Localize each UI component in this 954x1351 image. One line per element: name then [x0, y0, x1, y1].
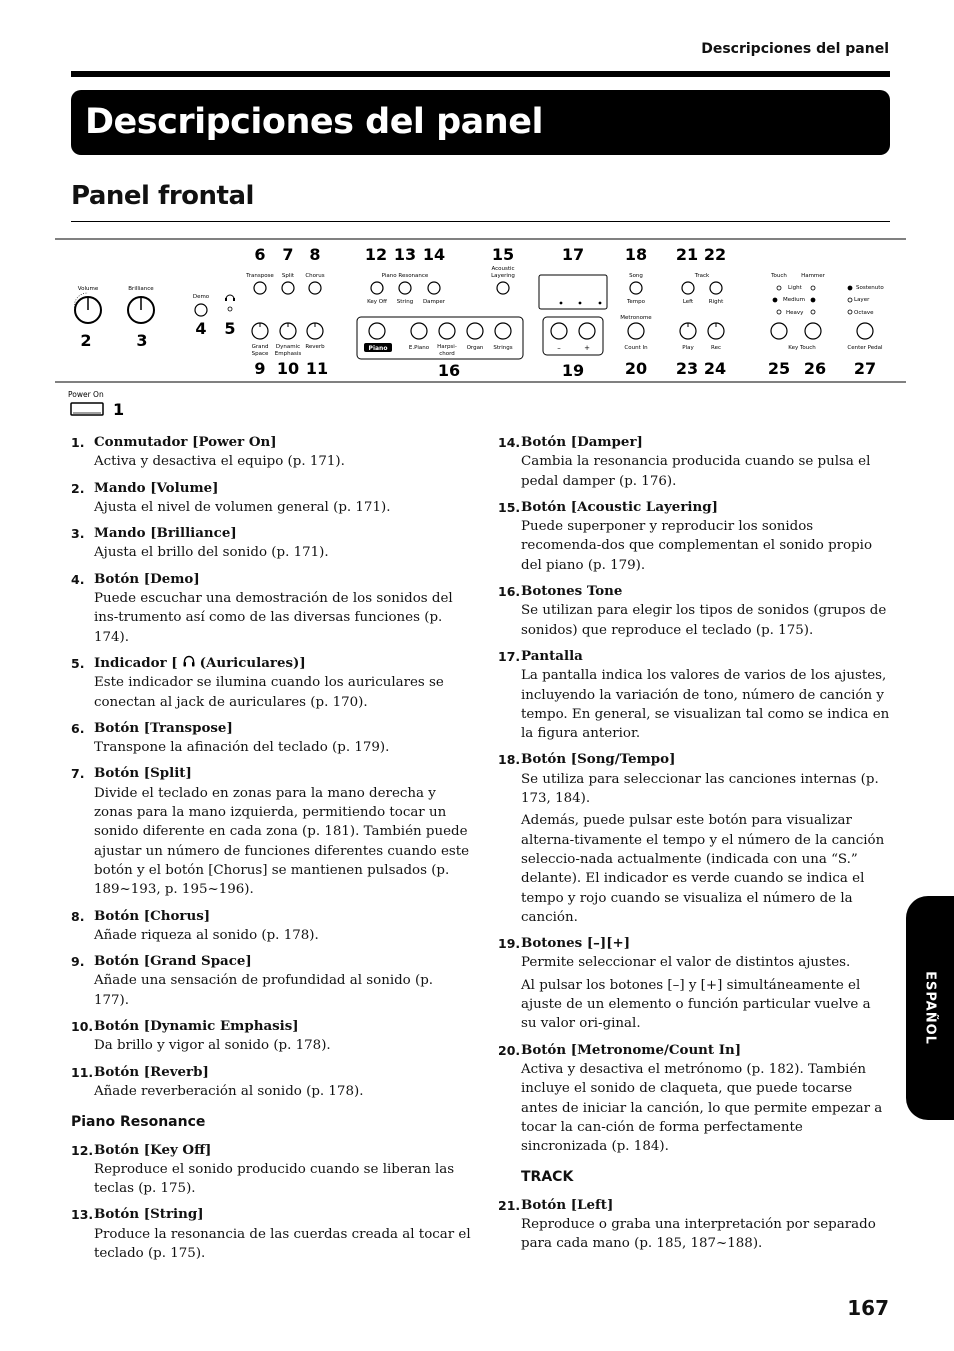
- hammer-button: [805, 323, 821, 339]
- callout-5: 5: [224, 319, 236, 338]
- item-description: Al pulsar los botones [–] y [+] simultáneamente el ajuste de un elemento o función particular vuelve a su valor ori-ginal.: [521, 977, 871, 1032]
- item-description: Divide el teclado en zonas para la mano derecha y zonas para la mano izquierda, permitiendo tocar un sonido diferente en cada zona (p. 181). También puede ajustar un número de funciones diferentes cuando este botón y el botón [Chorus] se mantienen pulsados (p. 189~193, p. 195~196).: [94, 785, 470, 898]
- tone-organ-button: [467, 323, 483, 339]
- item-number: 21.: [498, 1197, 521, 1213]
- item-number: 2.: [71, 480, 85, 496]
- label-transpose: Transpose: [246, 273, 274, 279]
- key-touch-button: [771, 323, 787, 339]
- item-title: Botón [Demo]: [94, 570, 200, 587]
- label-damper: Damper: [422, 299, 446, 305]
- item-number: 19.: [498, 936, 521, 952]
- label-right: Right: [708, 299, 724, 305]
- callout-4: 4: [195, 319, 207, 338]
- callout-13: 13: [393, 245, 417, 264]
- list-item: [71, 1063, 471, 1102]
- item-title: Botón [Chorus]: [94, 907, 211, 924]
- item-description: Añade reverberación al sonido (p. 178).: [94, 1083, 364, 1099]
- callout-11: 11: [305, 359, 329, 378]
- label-layer: Layer: [854, 297, 870, 303]
- item-number: 6.: [71, 720, 85, 736]
- page-title: Descripciones del panel: [85, 102, 543, 142]
- list-item: [71, 952, 471, 1010]
- track-left-button: [682, 282, 694, 294]
- label-string: String: [396, 299, 414, 305]
- item-title: Mando [Brilliance]: [94, 525, 237, 542]
- list-item: [71, 764, 471, 899]
- item-title: Botón [Dynamic Emphasis]: [94, 1018, 299, 1035]
- list-item: [71, 524, 471, 563]
- chorus-button: [309, 282, 321, 294]
- item-description: Transpone la afinación del teclado (p. 179).: [94, 740, 390, 756]
- callout-15: 15: [491, 245, 515, 264]
- item-title: Botones [–][+]: [521, 935, 631, 952]
- item-description: Puede superponer y reproducir los sonidos recomenda-dos que complementan el sonido propio del piano (p. 179).: [521, 519, 873, 573]
- item-description: Reproduce el sonido producido cuando se liberan las teclas (p. 175).: [94, 1161, 455, 1197]
- item-title-start: Indicador [: [94, 654, 178, 671]
- label-piano: Piano: [368, 345, 388, 352]
- section-title: Panel frontal: [71, 181, 254, 211]
- item-title: Conmutador [Power On]: [94, 434, 277, 450]
- label-tempo: Tempo: [626, 299, 646, 305]
- power-switch-diagram: [68, 389, 148, 421]
- item-title: Botón [Metronome/Count In]: [521, 1041, 742, 1058]
- tone-harpsichord-button: [439, 323, 455, 339]
- transpose-button: [254, 282, 266, 294]
- item-description: Reproduce o graba una interpretación por separado para cada mano (p. 185, 187~188).: [521, 1216, 876, 1252]
- item-number: 17.: [498, 648, 521, 664]
- callout-10: 10: [276, 359, 300, 378]
- item-description: Produce la resonancia de las cuerdas creada al tocar el teclado (p. 175).: [94, 1226, 471, 1261]
- headphones-icon: [182, 654, 196, 668]
- acoustic-layering-button: [497, 282, 509, 294]
- metronome-button: [628, 323, 644, 339]
- item-description: Este indicador se ilumina cuando los auriculares se conectan al jack de auriculares (p. 170).: [94, 675, 444, 710]
- label-count-in: Count In: [624, 345, 648, 351]
- key-off-button: [371, 282, 383, 294]
- label-dynamic: Dynamic: [275, 344, 301, 350]
- label-rec: Rec: [711, 345, 721, 351]
- callout-24: 24: [703, 359, 727, 378]
- item-number: 9.: [71, 954, 85, 970]
- list-item: [71, 1205, 471, 1263]
- label-layering: Layering: [491, 273, 515, 279]
- top-rule: [71, 71, 890, 77]
- minus-button: [551, 323, 567, 339]
- list-item: [71, 1141, 471, 1199]
- item-number: 14.: [498, 435, 521, 450]
- callout-17: 17: [561, 245, 585, 264]
- item-title: Botón [Split]: [94, 765, 192, 782]
- label-play: Play: [682, 345, 694, 351]
- label-key-off: Key Off: [367, 299, 387, 305]
- item-description: Activa y desactiva el metrónomo (p. 182). También incluye el sonido de claqueta, que puede tocarse antes de iniciar la canción, lo que permite empezar a tocar la can-ción de forma perfectamente sincronizada (p. 184).: [521, 1061, 883, 1155]
- list-item: [498, 433, 890, 491]
- callout-6: 6: [254, 245, 266, 264]
- item-number: 18.: [498, 752, 521, 768]
- headphones-icon: [225, 295, 235, 301]
- label-song: Song: [629, 273, 643, 279]
- list-item: [498, 1041, 890, 1157]
- front-panel-diagram: [55, 238, 906, 384]
- label-volume: Volume: [77, 286, 99, 292]
- display-screen: [539, 275, 607, 309]
- label-metronome: Metronome: [620, 315, 652, 321]
- label-emphasis: Emphasis: [274, 351, 302, 357]
- item-number: 15.: [498, 499, 521, 515]
- subheading-track: TRACK: [521, 1169, 574, 1186]
- callout-20: 20: [624, 359, 648, 378]
- label-light: Light: [788, 285, 802, 291]
- item-number: 16.: [498, 584, 521, 600]
- item-title: Botón [Key Off]: [94, 1141, 212, 1158]
- left-item-list-b: [71, 1141, 471, 1264]
- item-number: 5.: [71, 655, 85, 671]
- item-number: 7.: [71, 766, 85, 782]
- list-item: [71, 433, 471, 472]
- label-demo: Demo: [192, 294, 210, 300]
- label-touch: Touch: [771, 273, 787, 279]
- item-title: Botón [Acoustic Layering]: [521, 498, 718, 515]
- center-pedal-button: [857, 323, 873, 339]
- item-title: Botón [Reverb]: [94, 1063, 209, 1080]
- label-harpsi: Harpsi-: [437, 344, 457, 350]
- right-item-list: [498, 433, 890, 1156]
- value-button-group: [543, 317, 603, 355]
- tone-piano-button: [369, 323, 385, 339]
- label-plus: +: [584, 344, 590, 352]
- volume-knob: [74, 293, 101, 323]
- item-description: Se utilizan para elegir los tipos de sonidos (grupos de sonidos) que reproduce el teclado (p. 175).: [521, 603, 887, 638]
- label-acoustic: Acoustic: [491, 266, 515, 272]
- item-number: 13.: [71, 1207, 94, 1223]
- callout-3: 3: [136, 331, 148, 350]
- callout-9: 9: [254, 359, 266, 378]
- left-column: [71, 433, 471, 1270]
- callout-27: 27: [853, 359, 877, 378]
- label-reverb: Reverb: [305, 344, 325, 350]
- language-tab: [906, 896, 954, 1120]
- item-title: [94, 654, 471, 673]
- section-rule: [71, 221, 890, 222]
- item-title: Botón [Transpose]: [94, 719, 233, 736]
- label-power-on: Power On: [68, 390, 104, 399]
- damper-button: [428, 282, 440, 294]
- list-item: [71, 719, 471, 758]
- right-column: [498, 433, 890, 1261]
- item-title: Botón [String]: [94, 1206, 204, 1223]
- item-description: Da brillo y vigor al sonido (p. 178).: [94, 1038, 331, 1054]
- callout-8: 8: [309, 245, 321, 264]
- plus-button: [579, 323, 595, 339]
- callout-2: 2: [80, 331, 92, 350]
- item-title: Botón [Damper]: [521, 434, 643, 450]
- list-item: [498, 934, 890, 1033]
- label-grand: Grand: [251, 344, 269, 350]
- item-title: Botón [Song/Tempo]: [521, 751, 676, 768]
- callout-7: 7: [282, 245, 294, 264]
- item-title: Botón [Grand Space]: [94, 953, 252, 970]
- subheading-piano-resonance: Piano Resonance: [71, 1114, 206, 1131]
- list-item: [71, 1017, 471, 1056]
- list-item: [498, 750, 890, 927]
- label-left: Left: [682, 299, 694, 305]
- label-medium: Medium: [783, 297, 805, 303]
- callout-26: 26: [803, 359, 827, 378]
- list-item: [71, 907, 471, 946]
- callout-22: 22: [703, 245, 727, 264]
- item-description: Ajusta el nivel de volumen general (p. 171).: [94, 499, 391, 515]
- item-description: Activa y desactiva el equipo (p. 171).: [94, 454, 345, 470]
- label-split: Split: [281, 273, 295, 279]
- list-item: [498, 647, 890, 743]
- item-description: Añade riqueza al sonido (p. 178).: [94, 927, 319, 943]
- item-description: Permite seleccionar el valor de distintos ajustes.: [521, 955, 851, 971]
- list-item: [498, 1196, 890, 1254]
- running-head: Descripciones del panel: [701, 41, 889, 57]
- track-right-button: [710, 282, 722, 294]
- label-heavy: Heavy: [786, 310, 804, 316]
- label-chorus: Chorus: [305, 273, 325, 279]
- label-epiano: E.Piano: [408, 345, 430, 351]
- item-description: La pantalla indica los valores de varios de los ajustes, incluyendo la variación de tono, número de canción y tempo. En general, se visualizan tal como se indica en la figura anterior.: [521, 668, 890, 742]
- callout-23: 23: [675, 359, 699, 378]
- item-number: 4.: [71, 571, 85, 587]
- tone-strings-button: [495, 323, 511, 339]
- item-number: 3.: [71, 526, 85, 542]
- item-title-end: (Auriculares)]: [199, 654, 306, 671]
- list-item: [71, 570, 471, 647]
- brilliance-knob: [128, 297, 154, 323]
- language-tab-label: ESPAÑOL: [922, 971, 938, 1045]
- item-number: 1.: [71, 435, 85, 450]
- label-organ: Organ: [466, 345, 484, 351]
- string-button: [399, 282, 411, 294]
- song-tempo-button: [630, 282, 642, 294]
- callout-16: 16: [437, 361, 461, 380]
- item-description: Se utiliza para seleccionar las canciones internas (p. 173, 184).: [521, 771, 879, 807]
- split-button: [282, 282, 294, 294]
- label-space: Space: [251, 351, 269, 357]
- tone-epiano-button: [411, 323, 427, 339]
- item-description: Además, puede pulsar este botón para visualizar alterna-tivamente el tempo y el número de la canción seleccio-nada actualmente (indicada con una “S.” delante). El indicador es verde cuando se indica el tempo y rojo cuando se visualiza el número de la canción.: [521, 813, 885, 925]
- demo-button: [195, 304, 207, 316]
- callout-12: 12: [364, 245, 388, 264]
- item-number: 8.: [71, 908, 85, 924]
- label-strings: Strings: [493, 345, 513, 351]
- label-piano-resonance: Piano Resonance: [381, 273, 429, 279]
- item-number: 11.: [71, 1064, 94, 1080]
- callout-18: 18: [624, 245, 648, 264]
- label-brilliance: Brilliance: [128, 286, 154, 292]
- item-number: 10.: [71, 1019, 94, 1035]
- label-sostenuto: Sostenuto: [856, 285, 884, 291]
- headphones-indicator: [228, 307, 232, 311]
- item-description: Puede escuchar una demostración de los sonidos del ins-trumento así como de las diversas funciones (p. 174).: [94, 591, 453, 645]
- label-chord: chord: [439, 351, 455, 357]
- list-item: [71, 479, 471, 518]
- label-center-pedal: Center Pedal: [847, 345, 883, 351]
- item-number: 12.: [71, 1142, 94, 1158]
- callout-21: 21: [675, 245, 699, 264]
- callout-19: 19: [561, 361, 585, 380]
- label-hammer: Hammer: [801, 273, 825, 279]
- label-octave: Octave: [854, 310, 874, 316]
- item-description: Cambia la resonancia producida cuando se pulsa el pedal damper (p. 176).: [521, 454, 871, 489]
- item-description: Ajusta el brillo del sonido (p. 171).: [94, 545, 329, 561]
- item-number: 20.: [498, 1042, 521, 1058]
- page-number: 167: [847, 1296, 889, 1320]
- callout-25: 25: [767, 359, 791, 378]
- callout-1: 1: [113, 400, 125, 419]
- item-title: Pantalla: [521, 647, 583, 664]
- item-title: Mando [Volume]: [94, 479, 219, 496]
- list-item: [498, 498, 890, 575]
- label-key-touch: Key Touch: [788, 345, 816, 351]
- title-bar: [71, 90, 890, 155]
- item-title: Botones Tone: [521, 583, 623, 600]
- list-item: [498, 582, 890, 640]
- label-minus: –: [557, 344, 561, 352]
- list-item: [71, 654, 471, 712]
- right-item-list-b: [498, 1196, 890, 1254]
- left-item-list: [71, 433, 471, 1101]
- label-track: Track: [694, 273, 710, 279]
- callout-14: 14: [422, 245, 446, 264]
- item-title: Botón [Left]: [521, 1196, 614, 1213]
- item-description: Añade una sensación de profundidad al sonido (p. 177).: [94, 973, 434, 1008]
